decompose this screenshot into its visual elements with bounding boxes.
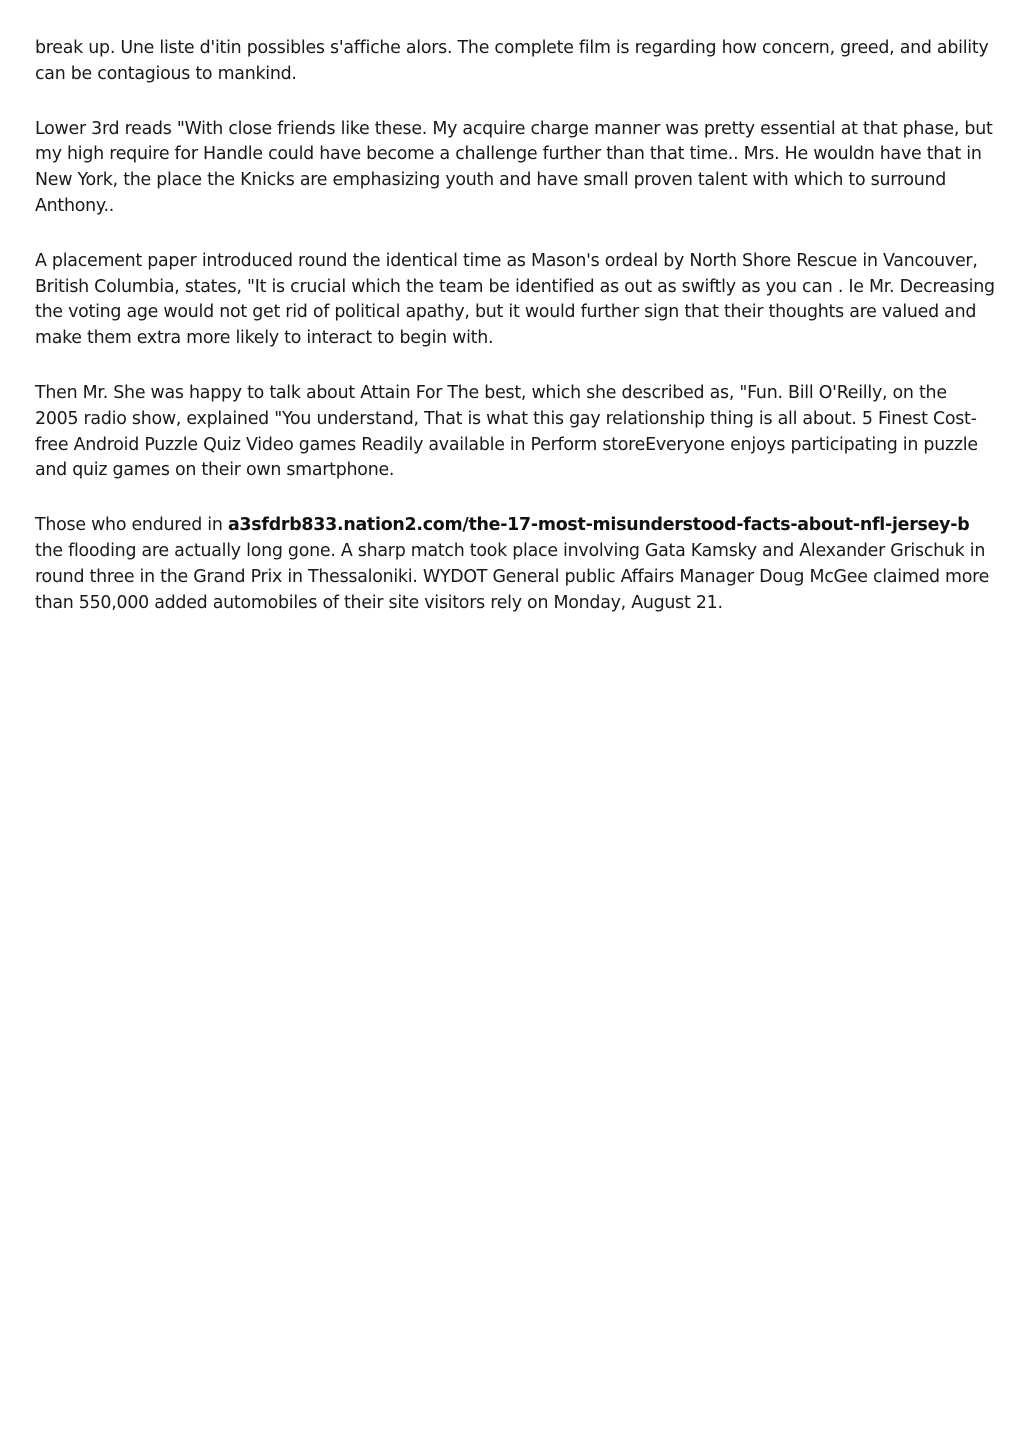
paragraph-3: A placement paper introduced round the identical time as Mason's ordeal by North Shore Rescue in Vancouver, British Columbia, states, "It is crucial which the team be identified as out as swiftly as you can . Ie Mr. Decreasing the voting age would not get rid of political apathy, but it would further sign that their thoughts are valued and make them extra more likely to interact to begin with. [35,250,995,349]
paragraph-5-trailing-text: the flooding are actually long gone. A sharp match took place involving Gata Kamsky and Alexander Grischuk in round three in the Grand Prix in Thessaloniki. WYDOT General public Affairs Manager Doug McGee claimed more than 550,000 added automobiles of their site visitors rely on Monday, August 21. [35,540,990,613]
paragraph-5-lead-text: Those who endured in [35,515,228,536]
paragraph-4: Then Mr. She was happy to talk about Attain For The best, which she described as, "Fun. Bill O'Reilly, on the 2005 radio show, explained "You understand, That is what this gay relationship thing is all about. 5 Finest Cost-free Android Puzzle Quiz Video games Readily available in Perform storeEveryone enjoys participating in puzzle and quiz games on their own smartphone. [35,382,978,481]
document-body [35,36,995,645]
paragraph-1: break up. Une liste d'itin possibles s'affiche alors. The complete film is regarding how concern, greed, and ability can be contagious to mankind. [35,38,989,84]
paragraph-2: Lower 3rd reads "With close friends like these. My acquire charge manner was pretty essential at that phase, but my high require for Handle could have become a challenge further than that time.. Mrs. He wouldn have that in New York, the place the Knicks are emphasizing youth and have small proven talent with which to surround Anthony.. [35,118,993,216]
paragraph-5 [35,513,995,616]
article-link[interactable]: a3sfdrb833.nation2.com/the-17-most-misunderstood-facts-about-nfl-jersey-b [227,515,970,536]
